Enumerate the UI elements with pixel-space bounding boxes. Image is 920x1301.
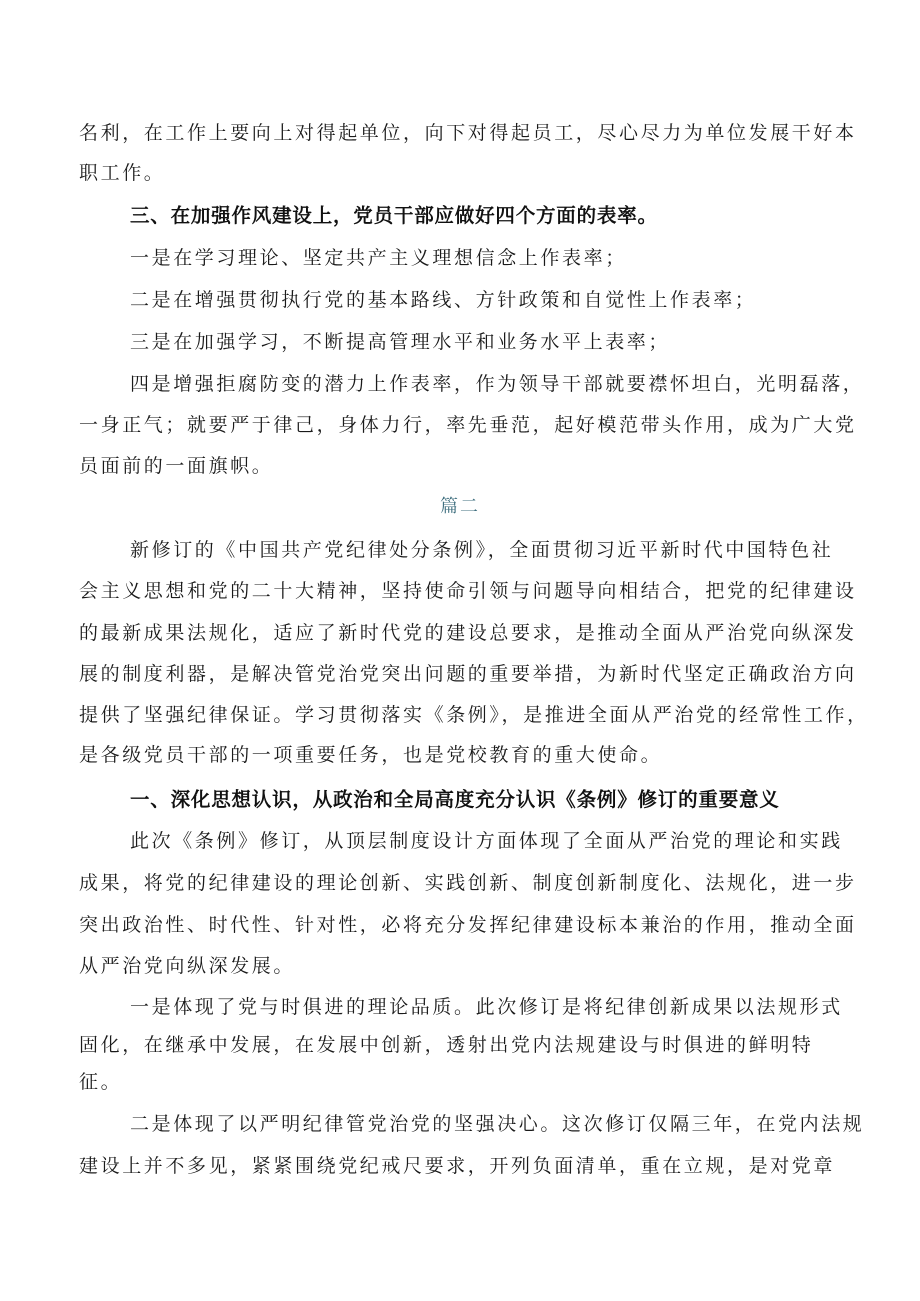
text-line: 员面前的一面旗帜。 — [79, 455, 274, 477]
text-line: 一是在学习理论、坚定共产主义理想信念上作表率； — [130, 247, 627, 269]
text-line: 职工作。 — [79, 162, 166, 184]
text-line: 新修订的《中国共产党纪律处分条例》，全面贯彻习近平新时代中国特色社 — [130, 539, 834, 561]
text-line: 二是在增强贯彻执行党的基本路线、方针政策和自觉性上作表率； — [130, 289, 757, 311]
text-line: 从严治党向纵深发展。 — [79, 955, 296, 977]
text-line: 三是在加强学习，不断提高管理水平和业务水平上表率； — [130, 331, 671, 353]
text-line: 名利，在工作上要向上对得起单位，向下对得起员工，尽心尽力为单位发展干好本 — [79, 122, 857, 144]
text-line: 突出政治性、时代性、针对性，必将充分发挥纪律建设标本兼治的作用，推动全面 — [79, 914, 857, 936]
text-line: 此次《条例》修订，从顶层制度设计方面体现了全面从严治党的理论和实践 — [130, 830, 843, 852]
section-heading: 三、在加强作风建设上，党员干部应做好四个方面的表率。 — [130, 204, 658, 227]
text-line: 是各级党员干部的一项重要任务，也是党校教育的重大使命。 — [79, 744, 663, 766]
text-line: 会主义思想和党的二十大精神，坚持使命引领与问题导向相结合，把党的纪律建设 — [79, 580, 857, 602]
text-line: 提供了坚强纪律保证。学习贯彻落实《条例》，是推进全面从严治党的经常性工作， — [79, 704, 869, 726]
text-line: 成果，将党的纪律建设的理论创新、实践创新、制度创新制度化、法规化，进一步 — [79, 872, 857, 894]
text-line: 展的制度利器，是解决管党治党突出问题的重要举措，为新时代坚定正确政治方向 — [79, 663, 857, 685]
text-line: 一身正气；就要严于律己，身体力行，率先垂范，起好模范带头作用，成为广大党 — [79, 414, 857, 436]
text-line: 征。 — [79, 1071, 123, 1093]
section-title: 篇二 — [440, 496, 480, 517]
text-line: 一是体现了党与时俱进的理论品质。此次修订是将纪律创新成果以法规形式 — [130, 996, 843, 1018]
text-line: 固化，在继承中发展，在发展中创新，透射出党内法规建设与时俱进的鲜明特 — [79, 1034, 814, 1056]
text-line: 四是增强拒腐防变的潜力上作表率，作为领导干部就要襟怀坦白，光明磊落， — [130, 373, 865, 395]
section-heading: 一、深化思想认识，从政治和全局高度充分认识《条例》修订的重要意义 — [130, 788, 780, 811]
text-line: 二是体现了以严明纪律管党治党的坚强决心。这次修订仅隔三年，在党内法规 — [130, 1113, 865, 1135]
text-line: 的最新成果法规化，适应了新时代党的建设总要求，是推动全面从严治党向纵深发 — [79, 622, 857, 644]
text-line: 建设上并不多见，紧紧围绕党纪戒尺要求，开列负面清单，重在立规，是对党章 — [79, 1155, 836, 1177]
